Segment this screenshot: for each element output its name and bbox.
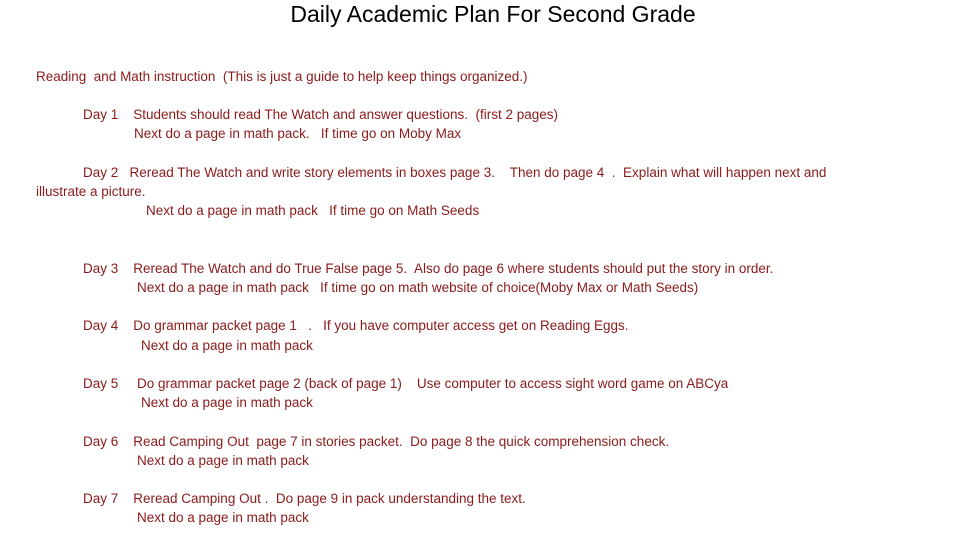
day-3-line-1: Day 3 Reread The Watch and do True False page 5. Also do page 6 where students should put the story in order. xyxy=(83,261,774,276)
day-1-line-1: Day 1 Students should read The Watch and answer questions. (first 2 pages) xyxy=(83,107,559,122)
day-2-line-1: Day 2 Reread The Watch and write story elements in boxes page 3. Then do page 4 . Explain what will happen next and xyxy=(83,165,827,180)
day-5-line-2: Next do a page in math pack xyxy=(141,395,313,410)
day-7-line-2: Next do a page in math pack xyxy=(137,510,309,525)
day-6-line-1: Day 6 Read Camping Out page 7 in stories packet. Do page 8 the quick comprehension check. xyxy=(83,434,670,449)
page-title: Daily Academic Plan For Second Grade xyxy=(290,1,696,27)
day-3-line-2: Next do a page in math pack If time go on math website of choice(Moby Max or Math Seeds) xyxy=(137,280,699,295)
day-4-line-1: Day 4 Do grammar packet page 1 . If you have computer access get on Reading Eggs. xyxy=(83,318,629,333)
day-2-line-2: illustrate a picture. xyxy=(36,184,146,199)
day-1-line-2: Next do a page in math pack. If time go on Moby Max xyxy=(134,126,462,141)
day-5-line-1: Day 5 Do grammar packet page 2 (back of page 1) Use computer to access sight word game on ABCya xyxy=(83,376,729,391)
day-7-line-1: Day 7 Reread Camping Out . Do page 9 in pack understanding the text. xyxy=(83,491,526,506)
intro-text: Reading and Math instruction (This is just a guide to help keep things organized.) xyxy=(36,69,528,84)
day-2-line-3: Next do a page in math pack If time go on Math Seeds xyxy=(146,203,480,218)
day-4-line-2: Next do a page in math pack xyxy=(141,338,313,353)
day-6-line-2: Next do a page in math pack xyxy=(137,453,309,468)
